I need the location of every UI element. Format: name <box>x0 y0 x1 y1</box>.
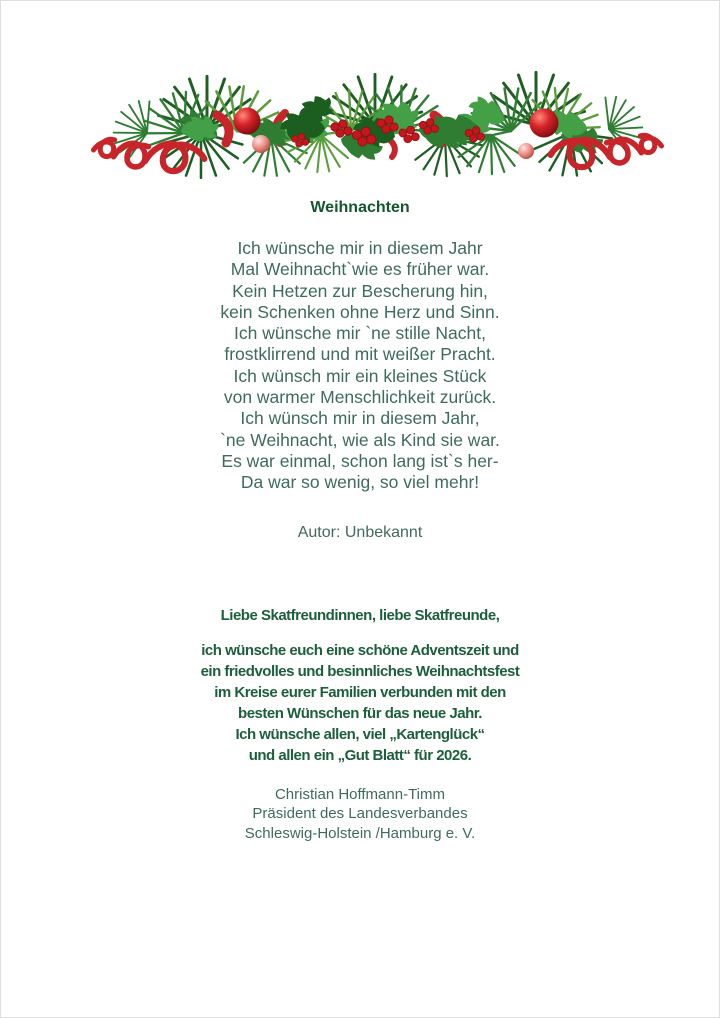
signature-name: Christian Hoffmann-Timm <box>274 786 446 803</box>
christmas-garland-image <box>89 71 666 179</box>
greeting-line: besten Wünschen für das neue Jahr. <box>238 704 482 722</box>
poem-author: Autor: Unbekannt <box>297 524 423 541</box>
poem-line: frostklirrend und mit weißer Pracht. <box>224 344 496 365</box>
poem-line: Ich wünsch mir in diesem Jahr, <box>240 408 480 429</box>
greeting-salutation: Liebe Skatfreundinnen, liebe Skatfreunde, <box>220 607 500 624</box>
poem-line: Ich wünsche mir in diesem Jahr <box>237 238 483 258</box>
greeting-line: und allen ein „Gut Blatt“ für 2026. <box>248 746 472 764</box>
poem-title: Weihnachten <box>310 199 410 216</box>
poem-line: von warmer Menschlichkeit zurück. <box>223 387 497 408</box>
poem-line: Kein Hetzen zur Bescherung hin, <box>232 280 488 301</box>
poem-line: Ich wünsche mir `ne stille Nacht, <box>234 323 486 344</box>
signature-role: Präsident des Landesverbandes <box>252 805 468 823</box>
poem-line: kein Schenken ohne Herz und Sinn. <box>220 301 500 322</box>
poem-line: Da war so wenig, so viel mehr! <box>240 472 480 493</box>
poem-body <box>1 238 719 494</box>
signature-organization: Schleswig-Holstein /Hamburg e. V. <box>244 824 476 842</box>
greeting-body <box>1 641 719 766</box>
signature-block <box>1 785 719 843</box>
poem-line: Es war einmal, schon lang ist`s her- <box>221 450 499 471</box>
poem-line: Ich wünsch mir ein kleines Stück <box>233 365 487 386</box>
poem-line: `ne Weihnacht, wie als Kind sie war. <box>220 429 500 450</box>
greeting-line: ein friedvolles und besinnliches Weihnachtsfest <box>200 662 520 680</box>
greeting-line: ich wünsche euch eine schöne Adventszeit und <box>201 642 519 659</box>
poem-line: Mal Weihnacht`wie es früher war. <box>230 259 490 280</box>
greeting-line: im Kreise eurer Familien verbunden mit den <box>214 683 506 701</box>
greeting-line: Ich wünsche allen, viel „Kartenglück“ <box>235 725 485 743</box>
